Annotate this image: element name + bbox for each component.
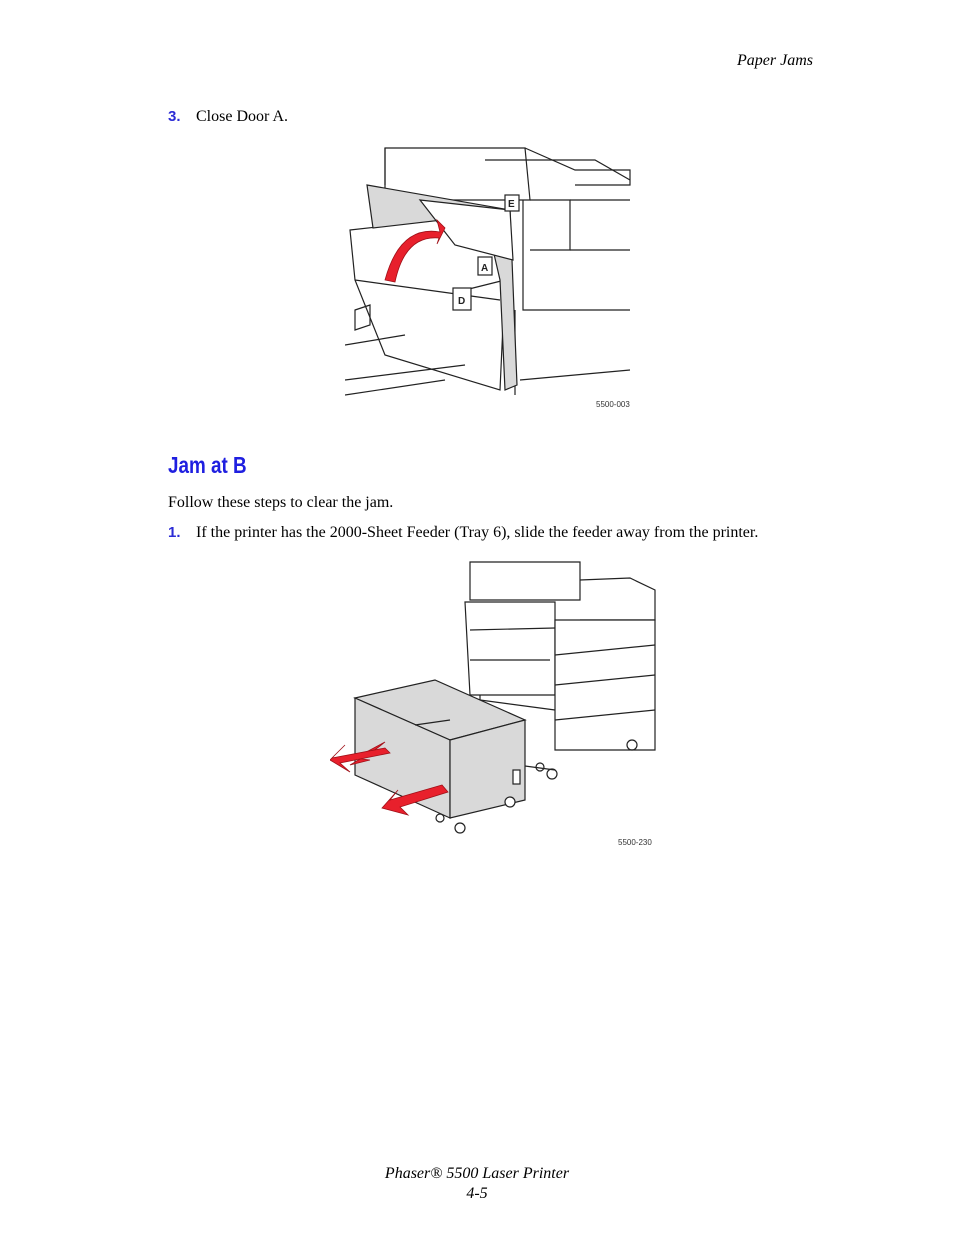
figure-slide-feeder [330, 560, 660, 842]
running-header: Paper Jams [737, 52, 813, 69]
figure-close-door-a [345, 140, 635, 398]
figure-2-code: 5500-230 [618, 838, 652, 847]
step-slide-feeder [168, 524, 758, 542]
step-text: Close Door A. [196, 108, 288, 125]
section-intro: Follow these steps to clear the jam. [168, 494, 394, 511]
step-number: 1. [168, 524, 181, 541]
footer-page-number: 4-5 [466, 1185, 488, 1202]
step-close-door [168, 108, 288, 126]
door-a-label: A [481, 263, 489, 274]
door-d-label: D [458, 296, 466, 307]
door-e-label: E [508, 199, 515, 210]
footer-product: Phaser® 5500 Laser Printer [384, 1165, 570, 1182]
figure-1-code: 5500-003 [596, 400, 630, 409]
section-title: Jam at B [168, 452, 247, 478]
step-number: 3. [168, 108, 181, 125]
step-text: If the printer has the 2000-Sheet Feeder (Tray 6), slide the feeder away from the printer. [196, 524, 759, 541]
